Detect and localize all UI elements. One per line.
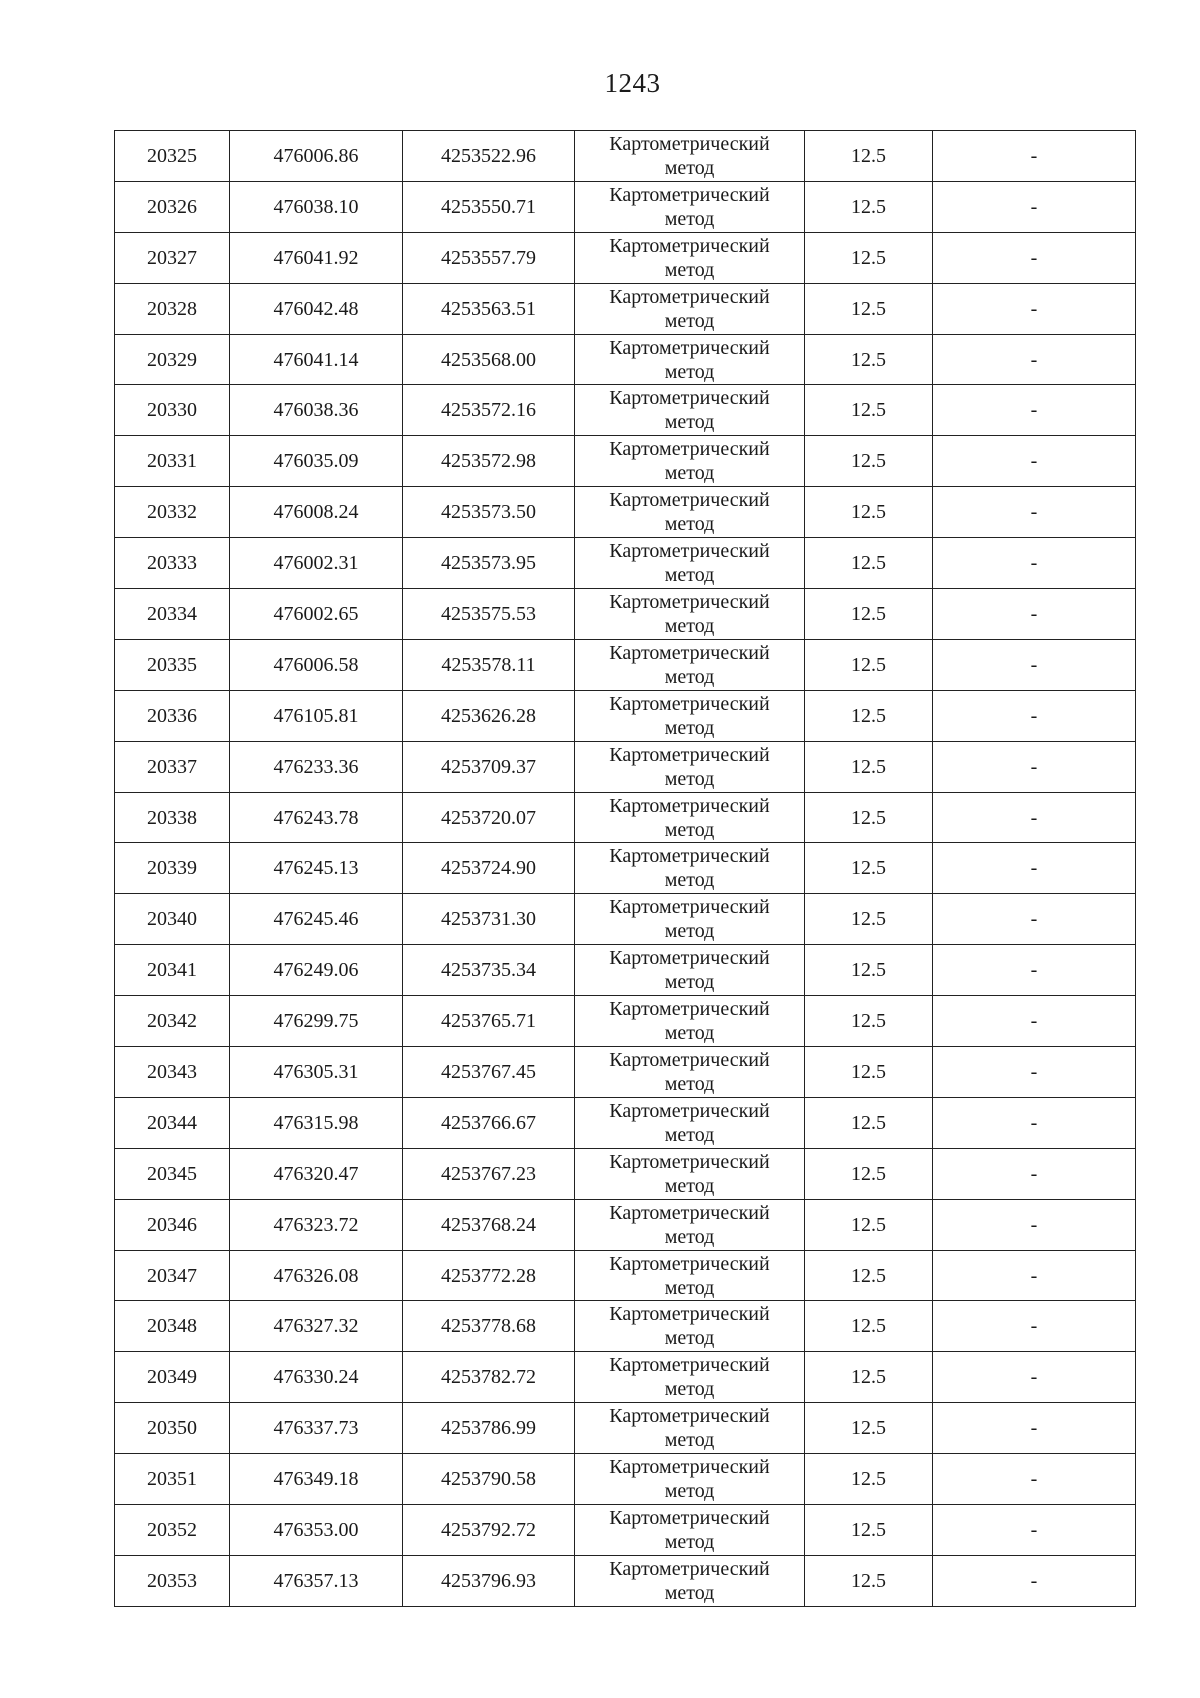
method-line-1: Картометрический (609, 590, 770, 613)
method-line-2: метод (664, 818, 715, 841)
coordinates-table-body (115, 131, 1136, 1607)
method-line-2: метод (664, 920, 715, 943)
x-coordinate-cell: 476105.81 (230, 690, 403, 741)
note-cell: - (933, 538, 1136, 589)
method-line-1: Картометрический (609, 1099, 770, 1122)
x-coordinate-cell: 476245.13 (230, 843, 403, 894)
point-number-cell: 20326 (115, 181, 230, 232)
method-line-2: метод (664, 1480, 715, 1503)
table-row (115, 1403, 1136, 1454)
x-coordinate-cell: 476349.18 (230, 1454, 403, 1505)
note-cell: - (933, 690, 1136, 741)
accuracy-cell: 12.5 (805, 1199, 933, 1250)
y-coordinate-cell: 4253575.53 (403, 589, 575, 640)
accuracy-cell: 12.5 (805, 385, 933, 436)
accuracy-cell: 12.5 (805, 334, 933, 385)
accuracy-cell: 12.5 (805, 945, 933, 996)
y-coordinate-cell: 4253792.72 (403, 1505, 575, 1556)
accuracy-cell: 12.5 (805, 996, 933, 1047)
table-row (115, 843, 1136, 894)
table-row (115, 131, 1136, 182)
accuracy-cell: 12.5 (805, 1301, 933, 1352)
note-cell: - (933, 1097, 1136, 1148)
method-line-1: Картометрический (609, 132, 770, 155)
method-line-1: Картометрический (609, 1506, 770, 1529)
method-cell (575, 1555, 805, 1606)
point-number-cell: 20342 (115, 996, 230, 1047)
coordinates-table (114, 130, 1136, 1607)
method-line-1: Картометрический (609, 998, 770, 1021)
y-coordinate-cell: 4253768.24 (403, 1199, 575, 1250)
table-row (115, 1505, 1136, 1556)
point-number-cell: 20341 (115, 945, 230, 996)
point-number-cell: 20347 (115, 1250, 230, 1301)
point-number-cell: 20350 (115, 1403, 230, 1454)
table-row (115, 1301, 1136, 1352)
method-line-2: метод (664, 869, 715, 892)
table-row (115, 1047, 1136, 1098)
method-line-2: метод (664, 309, 715, 332)
note-cell: - (933, 945, 1136, 996)
method-line-1: Картометрический (609, 845, 770, 868)
point-number-cell: 20343 (115, 1047, 230, 1098)
note-cell: - (933, 1047, 1136, 1098)
method-line-2: метод (664, 1123, 715, 1146)
accuracy-cell: 12.5 (805, 1097, 933, 1148)
method-line-2: метод (664, 716, 715, 739)
method-line-1: Картометрический (609, 692, 770, 715)
accuracy-cell: 12.5 (805, 487, 933, 538)
note-cell: - (933, 589, 1136, 640)
point-number-cell: 20331 (115, 436, 230, 487)
x-coordinate-cell: 476245.46 (230, 894, 403, 945)
method-line-1: Картометрический (609, 387, 770, 410)
x-coordinate-cell: 476330.24 (230, 1352, 403, 1403)
x-coordinate-cell: 476035.09 (230, 436, 403, 487)
x-coordinate-cell: 476249.06 (230, 945, 403, 996)
y-coordinate-cell: 4253767.23 (403, 1148, 575, 1199)
method-cell (575, 1047, 805, 1098)
point-number-cell: 20349 (115, 1352, 230, 1403)
method-line-2: метод (664, 1327, 715, 1350)
table-row (115, 945, 1136, 996)
x-coordinate-cell: 476006.58 (230, 639, 403, 690)
accuracy-cell: 12.5 (805, 1148, 933, 1199)
accuracy-cell: 12.5 (805, 1352, 933, 1403)
accuracy-cell: 12.5 (805, 690, 933, 741)
point-number-cell: 20336 (115, 690, 230, 741)
x-coordinate-cell: 476041.92 (230, 232, 403, 283)
table-row (115, 996, 1136, 1047)
note-cell: - (933, 181, 1136, 232)
method-cell (575, 385, 805, 436)
point-number-cell: 20344 (115, 1097, 230, 1148)
method-cell (575, 843, 805, 894)
x-coordinate-cell: 476041.14 (230, 334, 403, 385)
method-cell (575, 690, 805, 741)
note-cell: - (933, 1505, 1136, 1556)
y-coordinate-cell: 4253578.11 (403, 639, 575, 690)
table-row (115, 1454, 1136, 1505)
method-line-1: Картометрический (609, 336, 770, 359)
accuracy-cell: 12.5 (805, 181, 933, 232)
table-row (115, 385, 1136, 436)
note-cell: - (933, 996, 1136, 1047)
table-row (115, 487, 1136, 538)
method-line-2: метод (664, 513, 715, 536)
x-coordinate-cell: 476327.32 (230, 1301, 403, 1352)
method-line-2: метод (664, 1072, 715, 1095)
method-line-1: Картометрический (609, 285, 770, 308)
method-cell (575, 1352, 805, 1403)
point-number-cell: 20351 (115, 1454, 230, 1505)
x-coordinate-cell: 476038.10 (230, 181, 403, 232)
y-coordinate-cell: 4253731.30 (403, 894, 575, 945)
method-line-2: метод (664, 1225, 715, 1248)
x-coordinate-cell: 476008.24 (230, 487, 403, 538)
x-coordinate-cell: 476299.75 (230, 996, 403, 1047)
method-cell (575, 131, 805, 182)
method-line-2: метод (664, 767, 715, 790)
method-line-1: Картометрический (609, 1201, 770, 1224)
y-coordinate-cell: 4253796.93 (403, 1555, 575, 1606)
x-coordinate-cell: 476357.13 (230, 1555, 403, 1606)
accuracy-cell: 12.5 (805, 741, 933, 792)
point-number-cell: 20332 (115, 487, 230, 538)
method-line-2: метод (664, 1530, 715, 1553)
y-coordinate-cell: 4253766.67 (403, 1097, 575, 1148)
table-row (115, 1199, 1136, 1250)
method-line-2: метод (664, 1378, 715, 1401)
method-line-2: метод (664, 1022, 715, 1045)
method-line-1: Картометрический (609, 1048, 770, 1071)
point-number-cell: 20330 (115, 385, 230, 436)
point-number-cell: 20345 (115, 1148, 230, 1199)
method-line-1: Картометрический (609, 1252, 770, 1275)
method-line-2: метод (664, 1276, 715, 1299)
accuracy-cell: 12.5 (805, 1250, 933, 1301)
method-line-1: Картометрический (609, 896, 770, 919)
method-line-2: метод (664, 1429, 715, 1452)
method-cell (575, 996, 805, 1047)
method-line-2: метод (664, 360, 715, 383)
x-coordinate-cell: 476002.65 (230, 589, 403, 640)
table-row (115, 181, 1136, 232)
y-coordinate-cell: 4253782.72 (403, 1352, 575, 1403)
note-cell: - (933, 1454, 1136, 1505)
method-cell (575, 1199, 805, 1250)
point-number-cell: 20328 (115, 283, 230, 334)
point-number-cell: 20346 (115, 1199, 230, 1250)
accuracy-cell: 12.5 (805, 1403, 933, 1454)
note-cell: - (933, 741, 1136, 792)
x-coordinate-cell: 476323.72 (230, 1199, 403, 1250)
method-cell (575, 487, 805, 538)
y-coordinate-cell: 4253572.98 (403, 436, 575, 487)
method-line-2: метод (664, 462, 715, 485)
method-line-1: Картометрический (609, 743, 770, 766)
accuracy-cell: 12.5 (805, 894, 933, 945)
note-cell: - (933, 1352, 1136, 1403)
y-coordinate-cell: 4253724.90 (403, 843, 575, 894)
note-cell: - (933, 639, 1136, 690)
method-cell (575, 1505, 805, 1556)
method-cell (575, 283, 805, 334)
y-coordinate-cell: 4253790.58 (403, 1454, 575, 1505)
method-line-1: Картометрический (609, 540, 770, 563)
method-cell (575, 589, 805, 640)
point-number-cell: 20327 (115, 232, 230, 283)
point-number-cell: 20353 (115, 1555, 230, 1606)
method-cell (575, 894, 805, 945)
note-cell: - (933, 894, 1136, 945)
table-row (115, 1555, 1136, 1606)
method-line-1: Картометрический (609, 1405, 770, 1428)
note-cell: - (933, 232, 1136, 283)
point-number-cell: 20339 (115, 843, 230, 894)
note-cell: - (933, 436, 1136, 487)
x-coordinate-cell: 476243.78 (230, 792, 403, 843)
note-cell: - (933, 1148, 1136, 1199)
method-line-1: Картометрический (609, 234, 770, 257)
table-row (115, 792, 1136, 843)
y-coordinate-cell: 4253563.51 (403, 283, 575, 334)
accuracy-cell: 12.5 (805, 1555, 933, 1606)
x-coordinate-cell: 476006.86 (230, 131, 403, 182)
table-row (115, 1250, 1136, 1301)
note-cell: - (933, 487, 1136, 538)
x-coordinate-cell: 476353.00 (230, 1505, 403, 1556)
table-row (115, 283, 1136, 334)
x-coordinate-cell: 476002.31 (230, 538, 403, 589)
note-cell: - (933, 131, 1136, 182)
table-row (115, 1097, 1136, 1148)
x-coordinate-cell: 476320.47 (230, 1148, 403, 1199)
note-cell: - (933, 1555, 1136, 1606)
x-coordinate-cell: 476315.98 (230, 1097, 403, 1148)
accuracy-cell: 12.5 (805, 131, 933, 182)
y-coordinate-cell: 4253573.95 (403, 538, 575, 589)
point-number-cell: 20338 (115, 792, 230, 843)
y-coordinate-cell: 4253778.68 (403, 1301, 575, 1352)
point-number-cell: 20325 (115, 131, 230, 182)
table-row (115, 741, 1136, 792)
accuracy-cell: 12.5 (805, 639, 933, 690)
point-number-cell: 20334 (115, 589, 230, 640)
accuracy-cell: 12.5 (805, 843, 933, 894)
y-coordinate-cell: 4253522.96 (403, 131, 575, 182)
method-cell (575, 232, 805, 283)
y-coordinate-cell: 4253626.28 (403, 690, 575, 741)
method-line-1: Картометрический (609, 641, 770, 664)
method-cell (575, 1454, 805, 1505)
x-coordinate-cell: 476305.31 (230, 1047, 403, 1098)
point-number-cell: 20329 (115, 334, 230, 385)
y-coordinate-cell: 4253557.79 (403, 232, 575, 283)
note-cell: - (933, 334, 1136, 385)
point-number-cell: 20340 (115, 894, 230, 945)
accuracy-cell: 12.5 (805, 436, 933, 487)
accuracy-cell: 12.5 (805, 283, 933, 334)
method-line-1: Картометрический (609, 1354, 770, 1377)
y-coordinate-cell: 4253709.37 (403, 741, 575, 792)
table-row (115, 538, 1136, 589)
method-line-2: метод (664, 971, 715, 994)
method-cell (575, 1403, 805, 1454)
accuracy-cell: 12.5 (805, 1047, 933, 1098)
method-line-1: Картометрический (609, 1303, 770, 1326)
y-coordinate-cell: 4253573.50 (403, 487, 575, 538)
note-cell: - (933, 1301, 1136, 1352)
method-cell (575, 1097, 805, 1148)
note-cell: - (933, 283, 1136, 334)
y-coordinate-cell: 4253765.71 (403, 996, 575, 1047)
table-row (115, 894, 1136, 945)
x-coordinate-cell: 476042.48 (230, 283, 403, 334)
method-line-2: метод (664, 411, 715, 434)
method-line-2: метод (664, 207, 715, 230)
point-number-cell: 20337 (115, 741, 230, 792)
table-row (115, 1148, 1136, 1199)
accuracy-cell: 12.5 (805, 232, 933, 283)
note-cell: - (933, 843, 1136, 894)
accuracy-cell: 12.5 (805, 1454, 933, 1505)
method-line-2: метод (664, 1581, 715, 1604)
accuracy-cell: 12.5 (805, 589, 933, 640)
point-number-cell: 20335 (115, 639, 230, 690)
y-coordinate-cell: 4253720.07 (403, 792, 575, 843)
table-row (115, 436, 1136, 487)
point-number-cell: 20348 (115, 1301, 230, 1352)
x-coordinate-cell: 476233.36 (230, 741, 403, 792)
x-coordinate-cell: 476337.73 (230, 1403, 403, 1454)
method-line-1: Картометрический (609, 947, 770, 970)
accuracy-cell: 12.5 (805, 1505, 933, 1556)
page-number: 1243 (604, 68, 661, 98)
table-row (115, 639, 1136, 690)
y-coordinate-cell: 4253568.00 (403, 334, 575, 385)
method-line-2: метод (664, 564, 715, 587)
x-coordinate-cell: 476038.36 (230, 385, 403, 436)
method-line-2: метод (664, 665, 715, 688)
method-cell (575, 1250, 805, 1301)
table-row (115, 232, 1136, 283)
note-cell: - (933, 1250, 1136, 1301)
method-line-2: метод (664, 156, 715, 179)
y-coordinate-cell: 4253772.28 (403, 1250, 575, 1301)
table-row (115, 334, 1136, 385)
table-row (115, 589, 1136, 640)
method-line-2: метод (664, 1174, 715, 1197)
method-cell (575, 181, 805, 232)
y-coordinate-cell: 4253572.16 (403, 385, 575, 436)
method-line-1: Картометрический (609, 183, 770, 206)
method-cell (575, 945, 805, 996)
method-line-1: Картометрический (609, 489, 770, 512)
method-line-1: Картометрический (609, 1456, 770, 1479)
accuracy-cell: 12.5 (805, 792, 933, 843)
method-cell (575, 436, 805, 487)
method-cell (575, 1301, 805, 1352)
y-coordinate-cell: 4253786.99 (403, 1403, 575, 1454)
method-line-2: метод (664, 258, 715, 281)
method-cell (575, 639, 805, 690)
method-cell (575, 538, 805, 589)
point-number-cell: 20352 (115, 1505, 230, 1556)
method-line-1: Картометрический (609, 1150, 770, 1173)
method-cell (575, 334, 805, 385)
y-coordinate-cell: 4253550.71 (403, 181, 575, 232)
method-cell (575, 741, 805, 792)
note-cell: - (933, 1199, 1136, 1250)
method-line-1: Картометрический (609, 794, 770, 817)
table-row (115, 1352, 1136, 1403)
note-cell: - (933, 1403, 1136, 1454)
method-line-1: Картометрический (609, 438, 770, 461)
y-coordinate-cell: 4253767.45 (403, 1047, 575, 1098)
accuracy-cell: 12.5 (805, 538, 933, 589)
table-row (115, 690, 1136, 741)
method-cell (575, 792, 805, 843)
point-number-cell: 20333 (115, 538, 230, 589)
note-cell: - (933, 792, 1136, 843)
method-line-2: метод (664, 614, 715, 637)
note-cell: - (933, 385, 1136, 436)
y-coordinate-cell: 4253735.34 (403, 945, 575, 996)
method-line-1: Картометрический (609, 1557, 770, 1580)
x-coordinate-cell: 476326.08 (230, 1250, 403, 1301)
method-cell (575, 1148, 805, 1199)
